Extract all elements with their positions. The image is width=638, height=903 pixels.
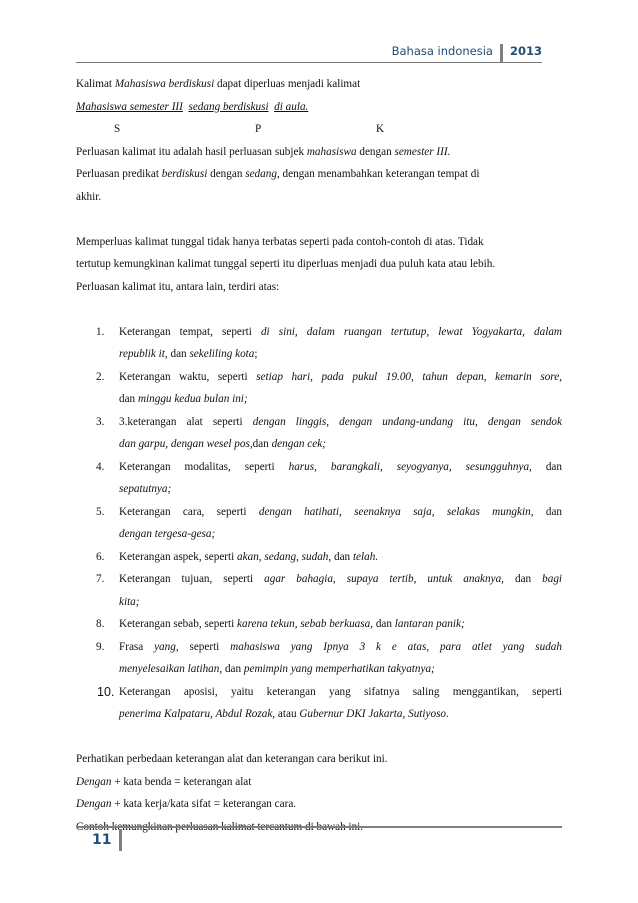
- para2-line3: Perluasan kalimat itu, antara lain, terdiri atas:: [76, 280, 280, 293]
- header-title: Bahasa indonesia: [391, 44, 493, 58]
- list-item: 8. Keterangan sebab, seperti karena tekun, sebab berkuasa, dan lantaran panik;: [96, 618, 465, 630]
- page-header: [392, 36, 542, 62]
- label-s: S: [114, 123, 121, 135]
- label-k: K: [376, 123, 385, 135]
- para3-line3: Dengan + kata kerja/kata sifat = keterangan cara.: [76, 798, 297, 810]
- list-item: 10. Keterangan aposisi, yaitu keterangan yang sifatnya saling menggantikan, seperti penerima Kalpataru, Abdul Rozak, atau Gubernur DKI Jakarta, Sutiyoso.: [97, 684, 562, 720]
- label-p: P: [255, 123, 262, 135]
- para2-line1: Memperluas kalimat tunggal tidak hanya terbatas seperti pada contoh-contoh di atas. Tidak: [76, 235, 484, 248]
- para1-line1: Kalimat Mahasiswa berdiskusi dapat diperluas menjadi kalimat: [76, 78, 361, 90]
- para3-line1: Perhatikan perbedaan keterangan alat dan keterangan cara berikut ini.: [76, 753, 388, 765]
- list-item: 3. 3.keterangan alat seperti dengan linggis, dengan undang-undang itu, dengan sendok dan garpu, dengan wesel pos,dan dengan cek;: [96, 415, 562, 450]
- list-item: 9. Frasa yang, seperti mahasiswa yang Ipnya 3 k e atas, para atlet yang sudah menyelesaikan latihan, dan pemimpin yang memperhatikan takyatnya;: [96, 640, 562, 675]
- para3-line4: Contoh kemungkinan perluasan kalimat tercantum di bawah ini.: [76, 820, 364, 833]
- page-number: 11: [92, 829, 122, 851]
- list-item: 4. Keterangan modalitas, seperti harus, barangkali, seyogyanya, sesungguhnya, dan sepatutnya;: [96, 460, 562, 495]
- header-year: 2013: [500, 44, 542, 62]
- list-item: 5. Keterangan cara, seperti dengan hatihati, seenaknya saja, selakas mungkin, dan dengan tergesa-gesa;: [96, 505, 563, 540]
- list-item: 7. Keterangan tujuan, seperti agar bahagia, supaya tertib, untuk anaknya, dan bagi kita;: [96, 573, 563, 608]
- spk-labels: [76, 118, 562, 141]
- para2-line2: tertutup kemungkinan kalimat tunggal seperti itu diperluas menjadi dua puluh kata atau lebih.: [76, 258, 496, 270]
- list-item: 1. Keterangan tempat, seperti di sini, dalam ruangan tertutup, lewat Yogyakarta, dalam republik it, dan sekeliling kota;: [96, 325, 562, 360]
- document-body: [76, 73, 562, 838]
- para1-line4: Perluasan kalimat itu adalah hasil perluasan subjek mahasiswa dengan semester III.: [76, 145, 451, 158]
- list-item: 6. Keterangan aspek, seperti akan, sedang, sudah, dan telah.: [96, 550, 379, 563]
- keterangan-list: [76, 321, 562, 726]
- para3-line2: Dengan + kata benda = keterangan alat: [76, 775, 252, 788]
- para1-line6: akhir.: [76, 190, 102, 203]
- footer-rule: [76, 826, 562, 828]
- list-item: 2. Keterangan waktu, seperti setiap hari, pada pukul 19.00, tahun depan, kemarin sore, dan minggu kedua bulan ini;: [96, 370, 562, 405]
- para1-line5: Perluasan predikat berdiskusi dengan sedang, dengan menambahkan keterangan tempat di: [76, 168, 480, 180]
- header-rule: [76, 62, 542, 63]
- para1-line2: Mahasiswa semester III sedang berdiskusi di aula.: [76, 100, 309, 113]
